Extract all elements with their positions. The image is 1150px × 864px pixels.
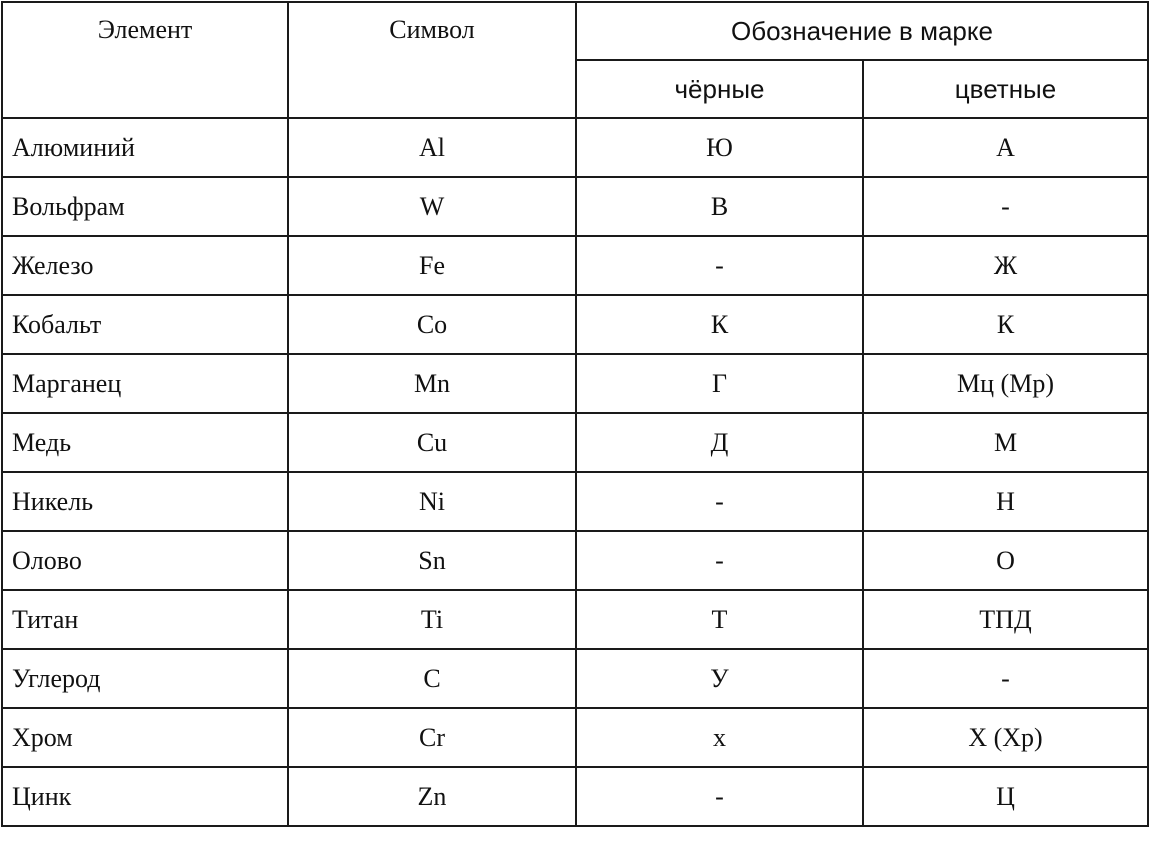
table-row xyxy=(2,531,1148,590)
header-ferrous: чёрные xyxy=(576,60,863,118)
cell-element: Марганец xyxy=(2,354,288,413)
cell-nonferrous: Х (Хр) xyxy=(863,708,1148,767)
cell-ferrous: - xyxy=(576,767,863,826)
table-row xyxy=(2,649,1148,708)
cell-ferrous: Д xyxy=(576,413,863,472)
cell-ferrous: - xyxy=(576,531,863,590)
table-row xyxy=(2,767,1148,826)
cell-symbol: Fe xyxy=(288,236,576,295)
cell-nonferrous: Ц xyxy=(863,767,1148,826)
cell-element: Никель xyxy=(2,472,288,531)
cell-nonferrous: М xyxy=(863,413,1148,472)
cell-symbol: Ti xyxy=(288,590,576,649)
cell-ferrous: В xyxy=(576,177,863,236)
cell-element: Титан xyxy=(2,590,288,649)
header-element: Элемент xyxy=(2,2,288,118)
cell-nonferrous: Ж xyxy=(863,236,1148,295)
cell-ferrous: К xyxy=(576,295,863,354)
cell-ferrous: У xyxy=(576,649,863,708)
cell-symbol: Ni xyxy=(288,472,576,531)
table-row xyxy=(2,177,1148,236)
cell-ferrous: Т xyxy=(576,590,863,649)
cell-ferrous: Г xyxy=(576,354,863,413)
table-row xyxy=(2,354,1148,413)
table-row xyxy=(2,472,1148,531)
cell-nonferrous: ТПД xyxy=(863,590,1148,649)
header-nonferrous: цветные xyxy=(863,60,1148,118)
cell-symbol: Al xyxy=(288,118,576,177)
cell-element: Хром xyxy=(2,708,288,767)
cell-element: Вольфрам xyxy=(2,177,288,236)
cell-nonferrous: Н xyxy=(863,472,1148,531)
table-row xyxy=(2,590,1148,649)
table-row xyxy=(2,236,1148,295)
cell-element: Кобальт xyxy=(2,295,288,354)
cell-symbol: C xyxy=(288,649,576,708)
header-row xyxy=(2,2,1148,60)
cell-element: Железо xyxy=(2,236,288,295)
cell-nonferrous: К xyxy=(863,295,1148,354)
cell-nonferrous: - xyxy=(863,649,1148,708)
cell-symbol: W xyxy=(288,177,576,236)
cell-ferrous: Ю xyxy=(576,118,863,177)
cell-element: Алюминий xyxy=(2,118,288,177)
cell-element: Медь xyxy=(2,413,288,472)
cell-symbol: Cu xyxy=(288,413,576,472)
cell-nonferrous: Мц (Мр) xyxy=(863,354,1148,413)
cell-ferrous: - xyxy=(576,236,863,295)
cell-symbol: Mn xyxy=(288,354,576,413)
cell-symbol: Co xyxy=(288,295,576,354)
cell-nonferrous: - xyxy=(863,177,1148,236)
cell-symbol: Sn xyxy=(288,531,576,590)
cell-nonferrous: О xyxy=(863,531,1148,590)
table-row xyxy=(2,118,1148,177)
cell-nonferrous: А xyxy=(863,118,1148,177)
cell-symbol: Cr xyxy=(288,708,576,767)
header-designation: Обозначение в марке xyxy=(576,2,1148,60)
cell-symbol: Zn xyxy=(288,767,576,826)
cell-ferrous: х xyxy=(576,708,863,767)
cell-ferrous: - xyxy=(576,472,863,531)
table-row xyxy=(2,295,1148,354)
cell-element: Олово xyxy=(2,531,288,590)
alloy-element-designation-table xyxy=(1,1,1149,827)
cell-element: Углерод xyxy=(2,649,288,708)
table-row xyxy=(2,413,1148,472)
table-row xyxy=(2,708,1148,767)
header-symbol: Символ xyxy=(288,2,576,118)
cell-element: Цинк xyxy=(2,767,288,826)
